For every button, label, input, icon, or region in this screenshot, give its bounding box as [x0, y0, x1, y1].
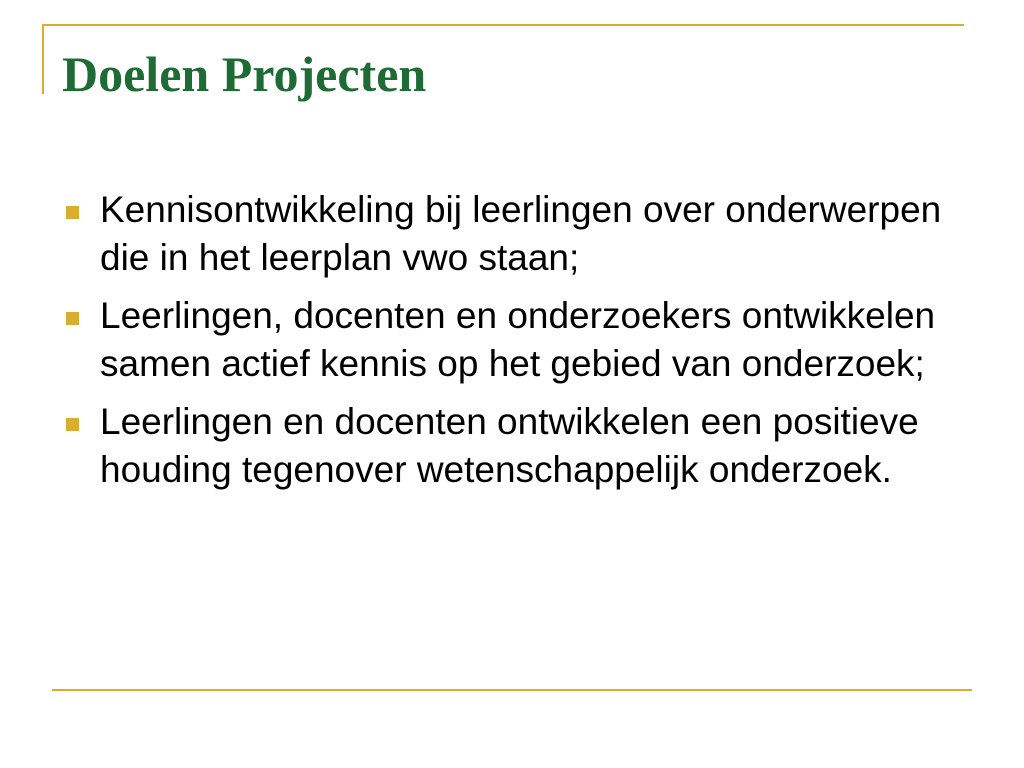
- bullet-item: [62, 398, 942, 494]
- bullet-text: Leerlingen, docenten en onderzoekers ontwikkelen samen actief kennis op het gebied van onderzoek;: [100, 295, 936, 384]
- square-bullet-icon: [66, 418, 79, 431]
- title-frame-top-line: [42, 24, 964, 26]
- bullet-list: [62, 186, 942, 504]
- bullet-text: Kennisontwikkeling bij leerlingen over onderwerpen die in het leerplan vwo staan;: [100, 189, 942, 278]
- title-frame-left-line: [42, 24, 44, 94]
- bullet-item: [62, 186, 942, 282]
- bullet-text: Leerlingen en docenten ontwikkelen een positieve houding tegenover wetenschappelijk onderzoek.: [100, 401, 919, 490]
- bullet-item: [62, 292, 942, 388]
- slide-title: Doelen Projecten: [62, 46, 427, 102]
- footer-divider-line: [52, 689, 972, 691]
- square-bullet-icon: [66, 312, 79, 325]
- square-bullet-icon: [66, 206, 79, 219]
